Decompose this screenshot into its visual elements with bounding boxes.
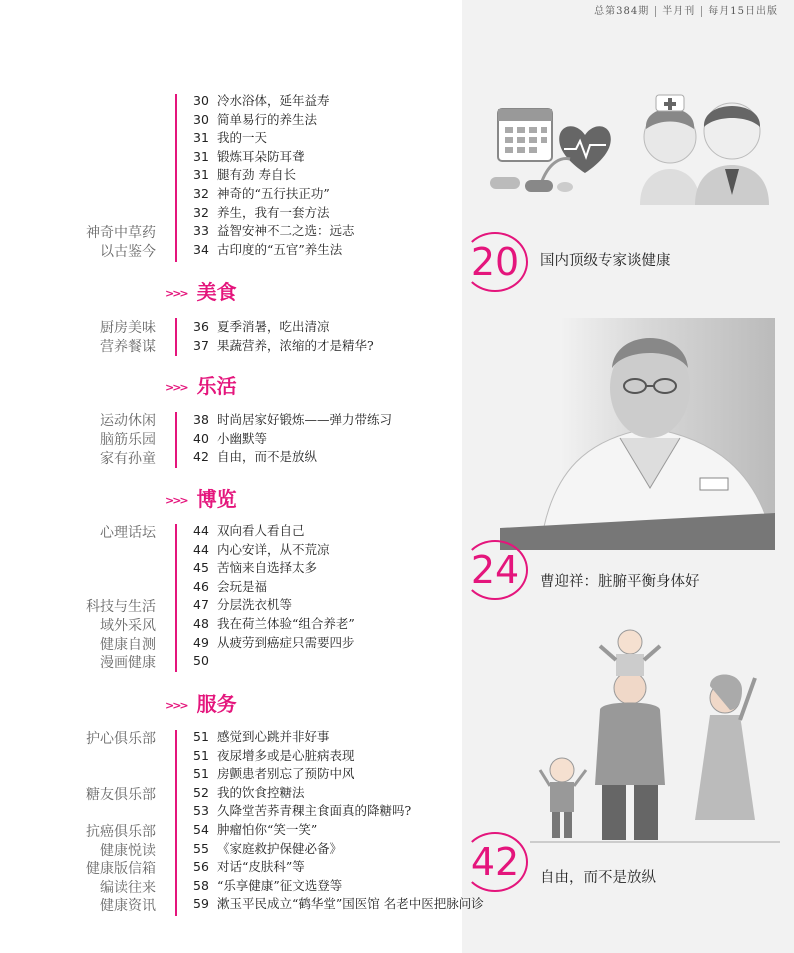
page-number: 30 (193, 93, 209, 108)
medical-icons-illustration (480, 85, 780, 205)
list-item[interactable] (193, 129, 355, 148)
page-number: 31 (193, 167, 209, 183)
page-number: 56 (193, 859, 209, 875)
article-title: 果蔬营养，浓缩的才是精华? (217, 337, 374, 353)
list-item[interactable] (193, 166, 355, 185)
feature-title: 曹迎祥：脏腑平衡身体好 (540, 574, 700, 590)
category-label (86, 767, 156, 786)
pills-icon (490, 177, 573, 192)
category-label (86, 543, 156, 562)
doctor-portrait (500, 318, 775, 550)
publish-date: 每月15日出版 (701, 6, 784, 17)
family-illustration (530, 620, 780, 850)
list-item[interactable] (193, 318, 374, 337)
page-number: 50 (193, 653, 209, 669)
article-title: 苦恼来自选择太多 (217, 560, 318, 576)
section-heading-service (165, 688, 237, 717)
article-title: “乐享健康”征文选登等 (217, 877, 343, 893)
list-item[interactable] (193, 802, 484, 821)
category-label (86, 580, 156, 599)
section-title: 乐活 (196, 374, 237, 398)
category-label[interactable]: 健康自测 (100, 636, 156, 653)
list-item[interactable] (193, 615, 355, 634)
page-number: 38 (193, 412, 209, 427)
article-title: 我在荷兰体验“组合养老” (217, 615, 355, 631)
item-list (193, 522, 355, 671)
list-item[interactable] (193, 858, 484, 877)
page-number: 32 (193, 185, 209, 201)
list-item[interactable] (193, 728, 484, 747)
article-title: 冷水浴体，延年益寿 (217, 93, 330, 108)
article-title: 对话“皮肤科”等 (217, 859, 305, 875)
divider-line (175, 318, 177, 356)
page-number: 42 (193, 449, 209, 465)
list-item[interactable] (193, 634, 355, 653)
list-item[interactable] (193, 840, 484, 859)
article-title: 我的饮食控糖法 (217, 784, 305, 800)
page-number: 33 (193, 223, 209, 239)
page-number: 54 (193, 821, 209, 837)
section-title: 美食 (196, 280, 237, 304)
issue-header (588, 2, 784, 17)
list-item[interactable] (193, 747, 484, 766)
category-label[interactable]: 漫画健康 (100, 655, 156, 672)
page-number: 31 (193, 130, 209, 146)
page-number: 58 (193, 877, 209, 893)
page-number: 34 (193, 241, 209, 257)
frequency: 半月刊 (655, 6, 701, 17)
divider-line (175, 412, 177, 468)
article-title: 肿瘤怕你“笑一笑” (217, 821, 318, 837)
feature-number: 42 (462, 832, 528, 892)
list-item[interactable] (193, 596, 355, 615)
article-title: 《家庭救护保健必备》 (217, 840, 343, 856)
list-item[interactable] (193, 204, 355, 223)
category-label[interactable]: 以古鉴今 (100, 244, 156, 260)
page-number: 52 (193, 784, 209, 800)
list-item[interactable] (193, 784, 484, 803)
list-item[interactable] (193, 541, 355, 560)
father-figure (595, 672, 665, 840)
article-title: 小幽默等 (217, 430, 268, 446)
item-list (193, 92, 355, 259)
chevron-right-icon: >>> (165, 494, 187, 507)
chevron-right-icon: >>> (165, 287, 187, 300)
section-title: 博览 (196, 487, 237, 511)
page-number: 45 (193, 560, 209, 576)
category-label[interactable]: 家有孙童 (100, 451, 156, 467)
chevron-right-icon: >>> (165, 381, 187, 394)
page-number: 48 (193, 615, 209, 631)
article-title: 房颤患者别忘了预防中风 (217, 766, 355, 782)
section-title: 服务 (196, 692, 237, 716)
list-item[interactable] (193, 522, 355, 541)
list-item[interactable] (193, 578, 355, 597)
list-item[interactable] (193, 821, 484, 840)
category-label[interactable]: 糖友俱乐部 (86, 786, 156, 803)
page-number: 47 (193, 597, 209, 613)
nurse-avatar-icon (640, 95, 700, 205)
article-title: 简单易行的养生法 (217, 111, 318, 127)
list-item[interactable] (193, 92, 355, 111)
page-number: 40 (193, 430, 209, 446)
list-item[interactable] (193, 148, 355, 167)
list-item[interactable] (193, 185, 355, 204)
section-heading-leisure (165, 370, 237, 399)
calendar-icon (498, 109, 552, 161)
page-number: 51 (193, 766, 209, 782)
category-list (86, 730, 156, 916)
article-title: 漱玉平民成立“鹤华堂”国医馆 名老中医把脉问诊 (217, 896, 484, 912)
page-number: 59 (193, 896, 209, 912)
list-item[interactable] (193, 222, 355, 241)
small-child-figure (540, 758, 586, 838)
mother-figure (695, 674, 755, 820)
page-number: 36 (193, 319, 209, 334)
category-label (86, 749, 156, 768)
article-title: 时尚居家好锻炼——弹力带练习 (217, 412, 393, 427)
category-label[interactable]: 神奇中草药 (86, 225, 156, 241)
divider-line (175, 524, 177, 672)
feature-number: 24 (462, 540, 528, 600)
category-label[interactable]: 心理话坛 (100, 525, 156, 541)
article-title: 腿有劲 寿自长 (217, 167, 296, 183)
page-number: 53 (193, 803, 209, 819)
category-label (86, 561, 156, 580)
article-title: 我的一天 (217, 130, 268, 146)
list-item[interactable] (193, 448, 392, 467)
feature-title: 国内顶级专家谈健康 (540, 253, 671, 269)
category-label[interactable]: 健康资讯 (100, 898, 156, 915)
page-number: 44 (193, 523, 209, 538)
item-list (193, 728, 484, 914)
article-title: 感觉到心跳并非好事 (217, 729, 330, 744)
category-label[interactable]: 脑筋乐园 (100, 432, 156, 448)
category-label[interactable]: 抗癌俱乐部 (86, 823, 156, 840)
list-item[interactable] (193, 430, 392, 449)
feature-title: 自由，而不是放纵 (540, 870, 656, 886)
article-title: 夏季消暑，吃出清凉 (217, 319, 330, 334)
article-title: 夜尿增多或是心脏病表现 (217, 747, 355, 763)
section-heading-expo (165, 483, 237, 512)
category-list (100, 412, 156, 469)
doctor-avatar-icon (695, 103, 769, 205)
category-label[interactable]: 科技与生活 (86, 599, 156, 616)
article-title: 从疲劳到癌症只需要四步 (217, 634, 355, 650)
article-title: 古印度的“五官”养生法 (217, 241, 343, 257)
page-number: 44 (193, 541, 209, 557)
page-number: 51 (193, 747, 209, 763)
item-list (193, 411, 392, 467)
list-item[interactable] (193, 895, 484, 914)
article-title: 久降堂苦荞青稞主食面真的降糖吗? (217, 803, 412, 819)
page-number: 37 (193, 337, 209, 353)
page-number: 51 (193, 729, 209, 744)
category-label[interactable]: 编读往来 (100, 879, 156, 896)
divider-line (175, 94, 177, 262)
article-title: 分层洗衣机等 (217, 597, 293, 613)
list-item[interactable] (193, 765, 484, 784)
page-number: 30 (193, 111, 209, 127)
category-label[interactable]: 运动休闲 (100, 413, 156, 429)
category-label (86, 804, 156, 823)
category-label[interactable]: 健康悦读 (100, 842, 156, 859)
list-item[interactable] (193, 877, 484, 896)
list-item[interactable] (193, 652, 355, 671)
category-label[interactable]: 营养餐谋 (100, 339, 156, 355)
feature-number: 20 (462, 232, 528, 292)
article-title: 内心安详，从不荒凉 (217, 541, 330, 557)
item-list (193, 318, 374, 355)
issue-number: 总第384期 (594, 6, 650, 17)
article-title: 会玩是福 (217, 578, 268, 594)
page-number: 31 (193, 148, 209, 164)
category-label[interactable]: 域外采风 (100, 617, 156, 634)
child-on-shoulders (600, 630, 660, 676)
category-label[interactable]: 护心俱乐部 (86, 731, 156, 747)
category-list (100, 319, 156, 357)
list-item[interactable] (193, 559, 355, 578)
page-number: 55 (193, 840, 209, 856)
article-title: 双向看人看自己 (217, 523, 305, 538)
section-heading-food (165, 276, 237, 305)
list-item[interactable] (193, 337, 374, 356)
page-number: 32 (193, 204, 209, 220)
page-number: 46 (193, 578, 209, 594)
chevron-right-icon: >>> (165, 699, 187, 712)
page-number: 49 (193, 634, 209, 650)
list-item[interactable] (193, 411, 392, 430)
category-label[interactable]: 厨房美味 (100, 320, 156, 336)
list-item[interactable] (193, 241, 355, 260)
article-title: 锻炼耳朵防耳聋 (217, 148, 305, 164)
article-title: 自由，而不是放纵 (217, 449, 318, 465)
category-list (86, 224, 156, 262)
category-list (86, 524, 156, 673)
article-title: 益智安神不二之选：远志 (217, 223, 355, 239)
article-title: 养生，我有一套方法 (217, 204, 330, 220)
category-label[interactable]: 健康版信箱 (86, 861, 156, 878)
divider-line (175, 730, 177, 916)
article-title: 神奇的“五行扶正功” (217, 185, 330, 201)
list-item[interactable] (193, 111, 355, 130)
